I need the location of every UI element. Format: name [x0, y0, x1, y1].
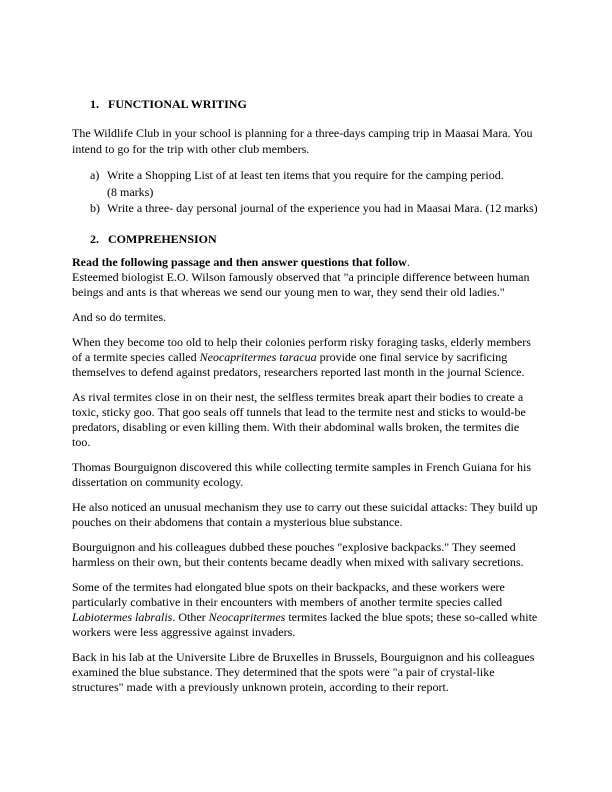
section-functional-writing [72, 97, 540, 217]
task-text: Write a Shopping List of at least ten items that you require for the camping period. (8 marks) [107, 168, 504, 199]
passage-instruction-period: . [406, 254, 410, 269]
section-2-number: 2. [90, 231, 99, 246]
section-2-title: COMPREHENSION [108, 231, 217, 246]
passage-paragraph: Thomas Bourguignon discovered this while collecting termite samples in French Guiana for his dissertation on community ecology. [72, 459, 532, 489]
section-1-number: 1. [90, 97, 99, 111]
task-list [72, 167, 540, 217]
section-comprehension [72, 232, 540, 695]
passage-instruction [72, 255, 540, 270]
passage-paragraph: Some of the termites had elongated blue spots on their backpacks, and these workers were particularly combative in their encounters with members of another termite species called Labiotermes labralis. Other Neocapritermes termites lacked the blue spots; these so-called white workers were less aggressive against invaders. [72, 579, 538, 639]
task-item [72, 200, 540, 217]
section-1-heading [72, 97, 540, 112]
section-2-heading [72, 232, 540, 247]
passage-paragraph: Back in his lab at the Universite Libre de Bruxelles in Brussels, Bourguignon and his colleagues examined the blue substance. They determined that the spots were "a pair of crystal-like structures" made with a previously unknown protein, according to their report. [72, 649, 535, 694]
task-text: Write a three- day personal journal of the experience you had in Maasai Mara. (12 marks) [107, 201, 538, 215]
task-marker: a) [90, 168, 100, 182]
section-1-intro: The Wildlife Club in your school is planning for a three-days camping trip in Maasai Mara. You intend to go for the trip with other club members. [72, 126, 533, 156]
passage-paragraph: And so do termites. [72, 309, 166, 324]
section-1-title: FUNCTIONAL WRITING [108, 97, 247, 111]
task-item [72, 167, 540, 200]
passage-paragraph: When they become too old to help their colonies perform risky foraging tasks, elderly members of a termite species called Neocapritermes taracua provide one final service by sacrificing themselves to defend against predators, researchers reported last month in the journal Science. [72, 334, 531, 379]
passage-paragraph: As rival termites close in on their nest, the selfless termites break apart their bodies to create a toxic, sticky goo. That goo seals off tunnels that lead to the termite nest and sticks to would-be predators, disabling or even killing them. With their abdominal walls broken, the termites die too. [72, 389, 526, 449]
passage-paragraph: Bourguignon and his colleagues dubbed these pouches "explosive backpacks." They seemed harmless on their own, but their contents became deadly when mixed with salivary secretions. [72, 539, 524, 569]
passage-paragraph: Esteemed biologist E.O. Wilson famously observed that "a principle difference between human beings and ants is that whereas we send our young men to war, they send their old ladies." [72, 269, 530, 299]
passage-instruction-text: Read the following passage and then answer questions that follow [72, 254, 407, 269]
passage [72, 270, 540, 695]
task-marker: b) [90, 201, 100, 215]
passage-paragraph: He also noticed an unusual mechanism they use to carry out these suicidal attacks: They build up pouches on their abdomens that contain a mysterious blue substance. [72, 499, 538, 529]
